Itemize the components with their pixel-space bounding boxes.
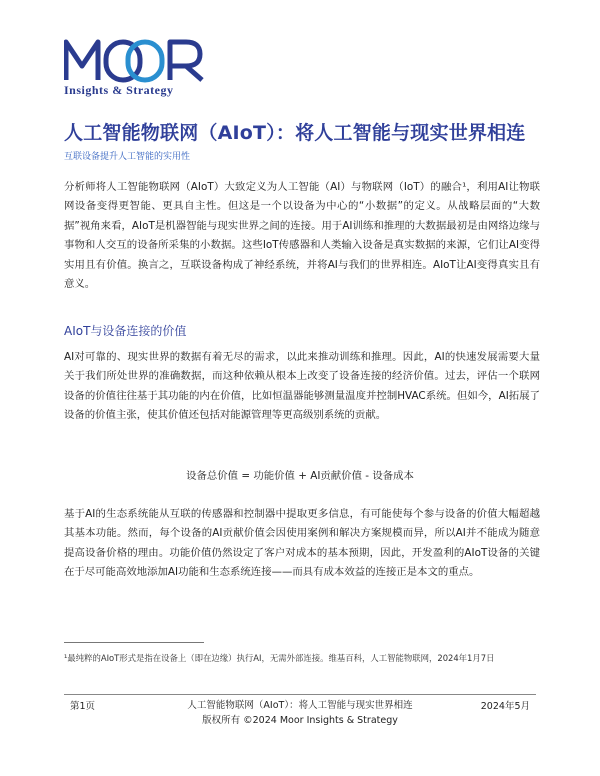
intro-paragraph: 分析师将人工智能物联网（AIoT）大致定义为人工智能（AI）与物联网（IoT）的融合¹，利用AI让物联网设备变得更智能、更具自主性。但这是一个以设备为中心的“小数据”的定义。从战略层面的“大数据”视角来看，AIoT是机器智能与现实世界之间的连接。用于AI训练和推理的大数据最初是由网络边缘与事物和人交互的设备所采集的小数据。这些IoT传感器和人类输入设备是真实数据的来源，它们让AI变得实用且有价值。换言之，互联设备构成了神经系统，并将AI与我们的世界相连。AIoT让AI变得真实且有意义。 — [64, 181, 540, 291]
page-title: 人工智能物联网（AIoT）：将人工智能与现实世界相连 — [64, 122, 526, 144]
footer-page-number: 第1页 — [70, 701, 96, 712]
page-subtitle: 互联设备提升人工智能的实用性 — [64, 152, 191, 162]
footnote: ¹最纯粹的AIoT形式是指在设备上（即在边缘）执行AI，无需外部连接。维基百科，人工智能物联网，2024年1月7日 — [64, 653, 495, 663]
ecosystem-paragraph: 基于AI的生态系统能从互联的传感器和控制器中提取更多信息，有可能使每个参与设备的价值大幅超越其基本功能。然而，每个设备的AI贡献价值会因使用案例和解决方案规模而异，所以AI并不能成为随意提高设备价格的理由。功能价值仍然设定了客户对成本的基本预期，因此，开发盈利的AIoT设备的关键在于尽可能高效地添加AI功能和生态系统连接——而具有成本效益的连接正是本文的重点。 — [64, 508, 540, 579]
logo-subtitle: Insights & Strategy — [64, 83, 174, 97]
footer-copyright: 版权所有 ©2024 Moor Insights & Strategy — [202, 715, 398, 726]
section-heading: AIoT与设备连接的价值 — [64, 324, 187, 338]
value-formula: 设备总价值 = 功能价值 + AI贡献价值 - 设备成本 — [186, 470, 414, 482]
footnote-divider — [64, 642, 204, 643]
footer-date: 2024年5月 — [480, 701, 530, 712]
footer-divider — [64, 694, 536, 695]
footer-title: 人工智能物联网（AIoT）：将人工智能与现实世界相连 — [187, 700, 413, 711]
value-paragraph: AI对可靠的、现实世界的数据有着无尽的需求，以此来推动训练和推理。因此，AI的快速发展需要大量关于我们所处世界的准确数据，而这种依赖从根本上改变了设备连接的经济价值。过去，评估一个联网设备的价值往往基于其功能的内在价值，比如恒温器能够测量温度并控制HVAC系统。但如今，AI拓展了设备的价值主张，使其价值还包括对能源管理等更高级别系统的贡献。 — [64, 351, 540, 422]
